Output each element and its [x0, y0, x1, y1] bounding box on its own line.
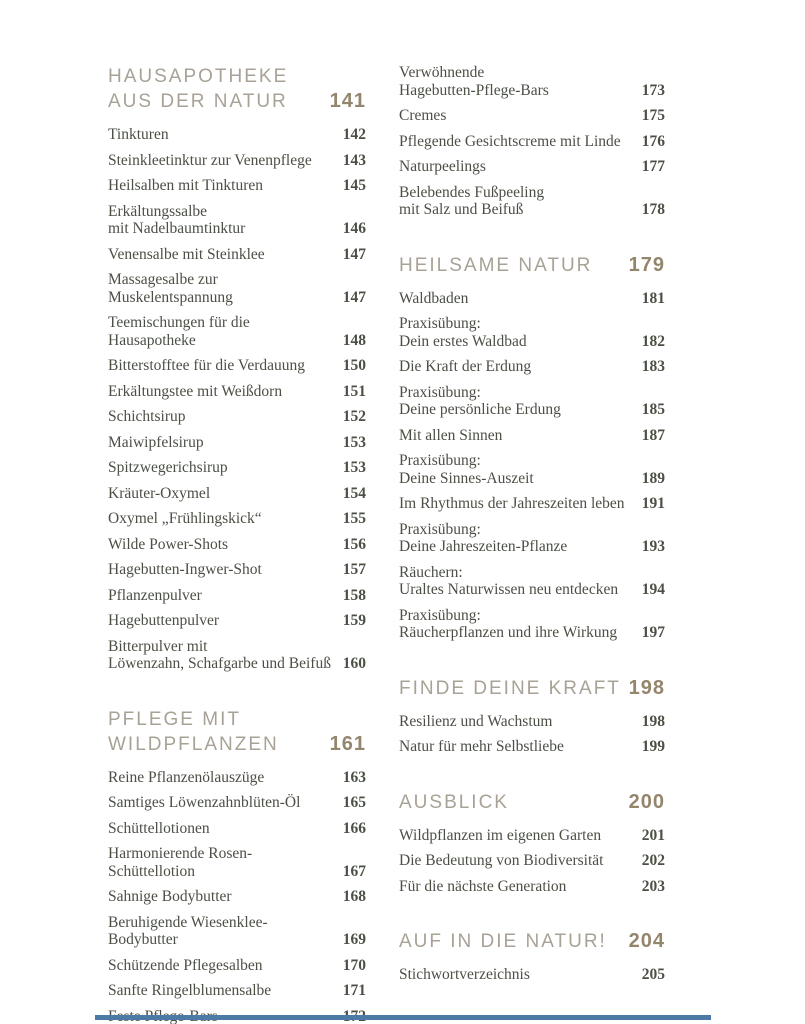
entry-page-number: 146: [342, 220, 366, 237]
entry-page-number: 170: [342, 956, 366, 974]
entry-title: Schichtsirup: [108, 408, 186, 425]
toc-entry: [108, 126, 366, 144]
entry-page-number: 201: [641, 826, 665, 844]
toc-entry: [108, 271, 366, 306]
entry-page-number: 163: [342, 768, 366, 786]
entry-title: Stichwortverzeichnis: [399, 966, 530, 983]
entry-page-number: 156: [342, 535, 366, 553]
entry-title: Kräuter-Oxymel: [108, 484, 211, 502]
toc-entry: [108, 587, 366, 605]
entry-page-number: 158: [342, 586, 366, 604]
entry-page-number: 177: [641, 158, 665, 175]
entry-page-number: 153: [342, 459, 366, 476]
entry-list: [108, 769, 366, 1024]
toc-entry: [399, 521, 665, 556]
toc-entry: [399, 158, 665, 176]
entry-title: Natur für mehr Selbstliebe: [399, 738, 564, 755]
chapter-page-number: 161: [329, 732, 366, 755]
chapter-title: HAUSAPOTHEKE AUS DER NATUR: [108, 66, 289, 112]
entry-page-number: 185: [641, 401, 665, 418]
toc-entry: [108, 914, 366, 949]
toc-entry: [399, 290, 665, 308]
entry-page-number: 167: [342, 862, 366, 880]
entry-title: Heilsalben mit Tinkturen: [108, 177, 263, 194]
entry-page-number: 173: [641, 81, 665, 99]
entry-page-number: 168: [342, 888, 366, 905]
chapter-heading: [399, 790, 665, 815]
toc-entry: [108, 383, 366, 401]
entry-title: Verwöhnende Hagebutten-Pflege-Bars: [399, 64, 549, 99]
entry-title: Mit allen Sinnen: [399, 426, 503, 444]
chapter-title: PFLEGE MIT WILDPFLANZEN: [108, 708, 279, 755]
toc-entry: [399, 878, 665, 896]
entry-page-number: 191: [641, 495, 665, 512]
toc-entry: [108, 357, 366, 375]
toc-entry: [399, 738, 665, 756]
entry-page-number: 189: [641, 469, 665, 487]
chapter-title: AUF IN DIE NATUR!: [399, 931, 607, 952]
toc-entry: [108, 314, 366, 349]
entry-page-number: 145: [342, 177, 366, 194]
toc-entry: [399, 358, 665, 376]
toc-entry: [108, 888, 366, 906]
entry-page-number: 148: [342, 331, 366, 349]
entry-page-number: 176: [641, 132, 665, 150]
entry-title: Sanfte Ringelblumensalbe: [108, 982, 272, 999]
toc-column-1: [108, 64, 366, 1024]
entry-title: Die Kraft der Erdung: [399, 358, 532, 375]
entry-title: Praxisübung: Dein erstes Waldbad: [399, 315, 527, 350]
toc-entry: [399, 564, 665, 599]
entry-title: Tinkturen: [108, 126, 169, 143]
entry-page-number: 159: [342, 612, 366, 629]
toc-entry: [399, 452, 665, 487]
toc-entry: [108, 957, 366, 975]
toc-entry: [399, 107, 665, 125]
entry-title: Cremes: [399, 107, 447, 124]
toc-entry: [108, 152, 366, 170]
toc-entry: [399, 852, 665, 870]
entry-page-number: 175: [641, 107, 665, 124]
toc-entry: [399, 495, 665, 513]
entry-page-number: 147: [342, 245, 366, 263]
entry-title: Harmonierende Rosen-Schüttellotion: [108, 845, 253, 880]
entry-title: Oxymel „Frühlingskick“: [108, 510, 262, 527]
entry-list: [399, 827, 665, 904]
chapter-page-number: 200: [628, 790, 665, 813]
entry-page-number: 199: [641, 738, 665, 755]
toc-entry: [108, 561, 366, 579]
entry-page-number: 197: [641, 624, 665, 641]
entry-title: Wildpflanzen im eigenen Garten: [399, 826, 602, 844]
entry-page-number: 157: [342, 561, 366, 578]
entry-page-number: 151: [342, 382, 366, 400]
chapter-heading: [399, 253, 665, 278]
chapter-page-number: 198: [628, 676, 665, 699]
entry-title: Schützende Pflegesalben: [108, 956, 263, 974]
toc-entry: [108, 845, 366, 880]
entry-title: Reine Pflanzenölauszüge: [108, 768, 265, 786]
entry-page-number: 193: [641, 538, 665, 555]
chapter-page-number: 204: [628, 930, 665, 952]
entry-title: Naturpeelings: [399, 158, 486, 175]
toc-entry: [399, 184, 665, 219]
toc-entry: [399, 384, 665, 419]
entry-page-number: 183: [641, 358, 665, 375]
entry-page-number: 198: [641, 712, 665, 730]
chapter-page-number: 179: [628, 253, 665, 276]
toc-entry: [108, 638, 366, 673]
entry-title: Hagebuttenpulver: [108, 612, 220, 629]
toc-entry: [108, 982, 366, 1000]
toc-entry: [108, 820, 366, 838]
entry-page-number: 160: [342, 655, 366, 672]
entry-title: Praxisübung: Deine Sinnes-Auszeit: [399, 452, 534, 487]
toc-entry: [108, 459, 366, 477]
toc-entry: [399, 64, 665, 99]
entry-page-number: 194: [641, 581, 665, 598]
toc-entry: [108, 769, 366, 787]
toc-entry: [108, 536, 366, 554]
entry-title: Beruhigende Wiesenklee-Bodybutter: [108, 913, 268, 948]
entry-page-number: 142: [342, 126, 366, 143]
chapter-heading: [108, 64, 366, 114]
toc-entry: [108, 177, 366, 195]
entry-title: Resilienz und Wachstum: [399, 712, 553, 730]
entry-title: Praxisübung: Deine Jahreszeiten-Pflanze: [399, 520, 568, 555]
entry-page-number: 202: [641, 852, 665, 869]
chapter-title: FINDE DEINE KRAFT: [399, 677, 621, 699]
entry-title: Erkältungstee mit Weißdorn: [108, 382, 283, 400]
toc-entry: [108, 203, 366, 238]
entry-title: Praxisübung: Räucherpflanzen und ihre Wirkung: [399, 606, 618, 641]
entry-page-number: 165: [342, 794, 366, 811]
entry-page-number: 171: [342, 982, 366, 999]
toc-entry: [399, 607, 665, 642]
entry-page-number: 147: [342, 288, 366, 306]
entry-title: Die Bedeutung von Biodiversität: [399, 852, 604, 869]
entry-title: Venensalbe mit Steinklee: [108, 245, 265, 263]
entry-page-number: 166: [342, 819, 366, 837]
toc-entry: [108, 434, 366, 452]
chapter-title: AUSBLICK: [399, 791, 509, 813]
entry-page-number: 152: [342, 408, 366, 425]
toc-entry: [399, 315, 665, 350]
entry-title: Pflegende Gesichtscreme mit Linde: [399, 132, 621, 150]
toc-entry: [399, 133, 665, 151]
entry-page-number: 182: [641, 332, 665, 350]
chapter-heading: [399, 929, 665, 954]
entry-title: Schüttellotionen: [108, 819, 210, 837]
toc-entry: [108, 794, 366, 812]
entry-title: Sahnige Bodybutter: [108, 888, 232, 905]
entry-page-number: 178: [641, 201, 665, 218]
toc-columns: [108, 64, 665, 1024]
chapter-heading: [108, 707, 366, 757]
entry-page-number: 150: [342, 357, 366, 374]
entry-title: Bitterpulver mit Löwenzahn, Schafgarbe und Beifuß: [108, 637, 331, 672]
entry-page-number: 205: [641, 966, 665, 983]
chapter-page-number: 141: [329, 90, 366, 112]
entry-page-number: 203: [641, 877, 665, 895]
entry-list: [108, 126, 366, 681]
entry-title: Massagesalbe zur Muskelentspannung: [108, 271, 233, 306]
toc-entry: [108, 408, 366, 426]
chapter-heading: [399, 676, 665, 701]
entry-page-number: 169: [342, 931, 366, 948]
entry-title: Wilde Power-Shots: [108, 535, 229, 553]
entry-page-number: 187: [641, 426, 665, 444]
toc-entry: [399, 713, 665, 731]
entry-title: Pflanzenpulver: [108, 586, 202, 604]
toc-entry: [108, 510, 366, 528]
entry-title: Spitzwegerichsirup: [108, 459, 228, 476]
entry-title: Teemischungen für die Hausapotheke: [108, 314, 250, 349]
entry-page-number: 181: [641, 289, 665, 307]
entry-title: Steinkleetinktur zur Venenpflege: [108, 151, 312, 169]
toc-entry: [399, 427, 665, 445]
entry-title: Räuchern: Uraltes Naturwissen neu entdecken: [399, 563, 619, 598]
toc-entry: [108, 612, 366, 630]
toc-column-2: [399, 64, 665, 1024]
entry-title: Waldbaden: [399, 289, 469, 307]
entry-title: Für die nächste Generation: [399, 877, 567, 895]
entry-list: [399, 966, 665, 992]
entry-list: [399, 64, 665, 227]
entry-title: Bitterstofftee für die Verdauung: [108, 357, 305, 374]
entry-page-number: 155: [342, 510, 366, 527]
entry-list: [399, 290, 665, 650]
entry-title: Erkältungssalbe mit Nadelbaumtinktur: [108, 202, 246, 237]
entry-title: Hagebutten-Ingwer-Shot: [108, 561, 262, 578]
entry-title: Im Rhythmus der Jahreszeiten leben: [399, 495, 625, 512]
entry-page-number: 153: [342, 433, 366, 451]
entry-title: Praxisübung: Deine persönliche Erdung: [399, 383, 561, 418]
entry-title: Maiwipfelsirup: [108, 433, 204, 451]
bottom-accent-bar: [95, 1015, 711, 1020]
entry-list: [399, 713, 665, 764]
entry-page-number: 143: [342, 151, 366, 169]
toc-entry: [108, 246, 366, 264]
entry-title: Belebendes Fußpeeling mit Salz und Beifuß: [399, 183, 545, 218]
entry-page-number: 154: [342, 484, 366, 502]
entry-title: Samtiges Löwenzahnblüten-Öl: [108, 794, 301, 811]
toc-entry: [399, 827, 665, 845]
chapter-title: HEILSAME NATUR: [399, 254, 593, 276]
toc-entry: [108, 485, 366, 503]
toc-entry: [399, 966, 665, 984]
